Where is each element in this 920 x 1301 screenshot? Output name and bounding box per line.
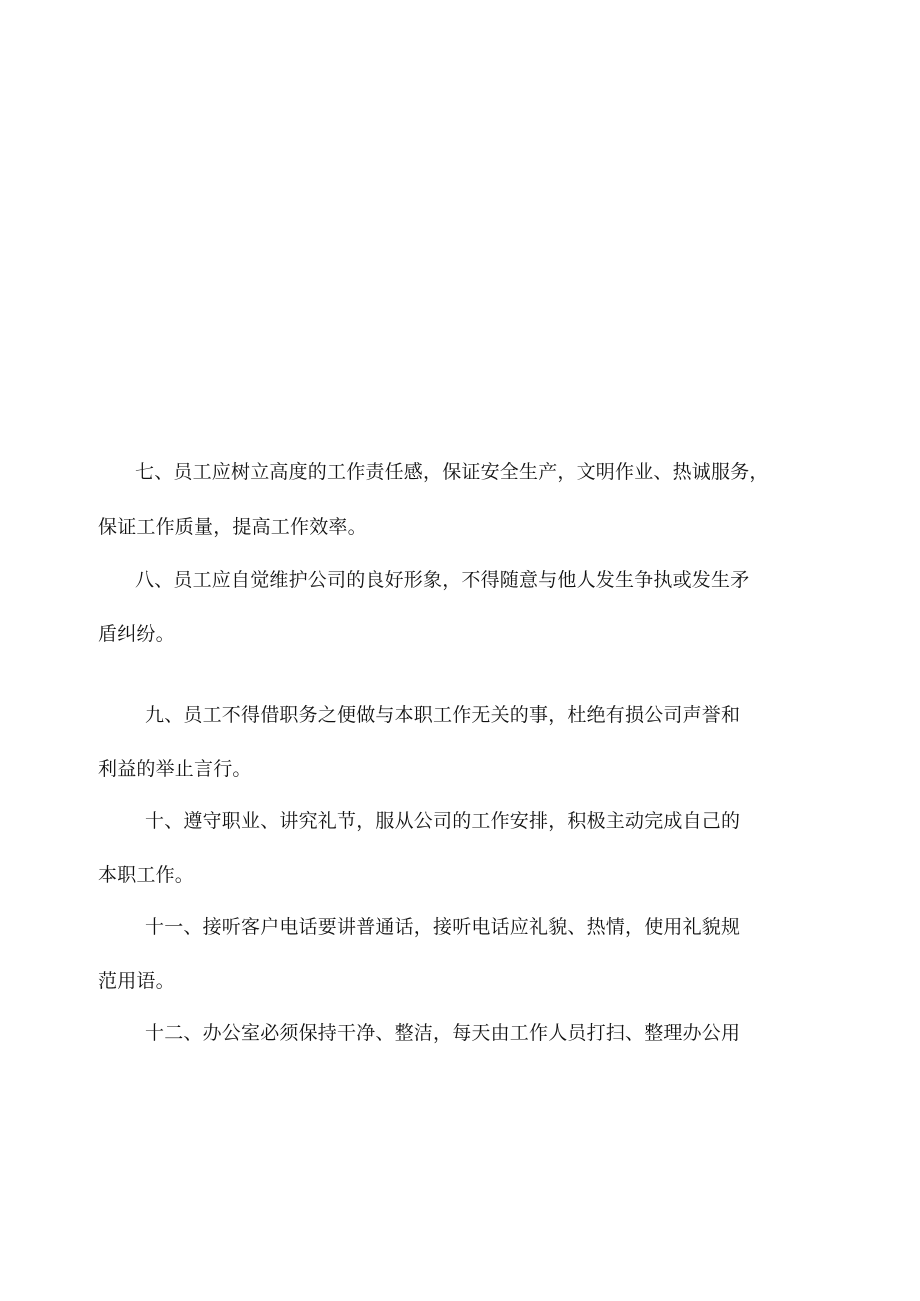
rule-9-line-2: 利益的举止言行。 [98, 758, 252, 780]
rule-11-line-2: 范用语。 [98, 970, 175, 992]
rule-11-line-1: 十一、接听客户电话要讲普通话，接听电话应礼貌、热情，使用礼貌规 [145, 916, 741, 938]
rule-9-line-1: 九、员工不得借职务之便做与本职工作无关的事，杜绝有损公司声誉和 [145, 704, 741, 726]
rule-7-line-1: 七、员工应树立高度的工作责任感，保证安全生产，文明作业、热诚服务， [135, 461, 769, 483]
rule-7-line-2: 保证工作质量，提高工作效率。 [98, 516, 367, 538]
rule-8-line-2: 盾纠纷。 [98, 623, 175, 645]
rule-12-line-1: 十二、办公室必须保持干净、整洁，每天由工作人员打扫、整理办公用 [145, 1022, 741, 1044]
rule-10-line-1: 十、遵守职业、讲究礼节，服从公司的工作安排，积极主动完成自己的 [145, 810, 741, 832]
rule-8-line-1: 八、员工应自觉维护公司的良好形象，不得随意与他人发生争执或发生矛 [135, 569, 750, 591]
rule-10-line-2: 本职工作。 [98, 864, 195, 886]
